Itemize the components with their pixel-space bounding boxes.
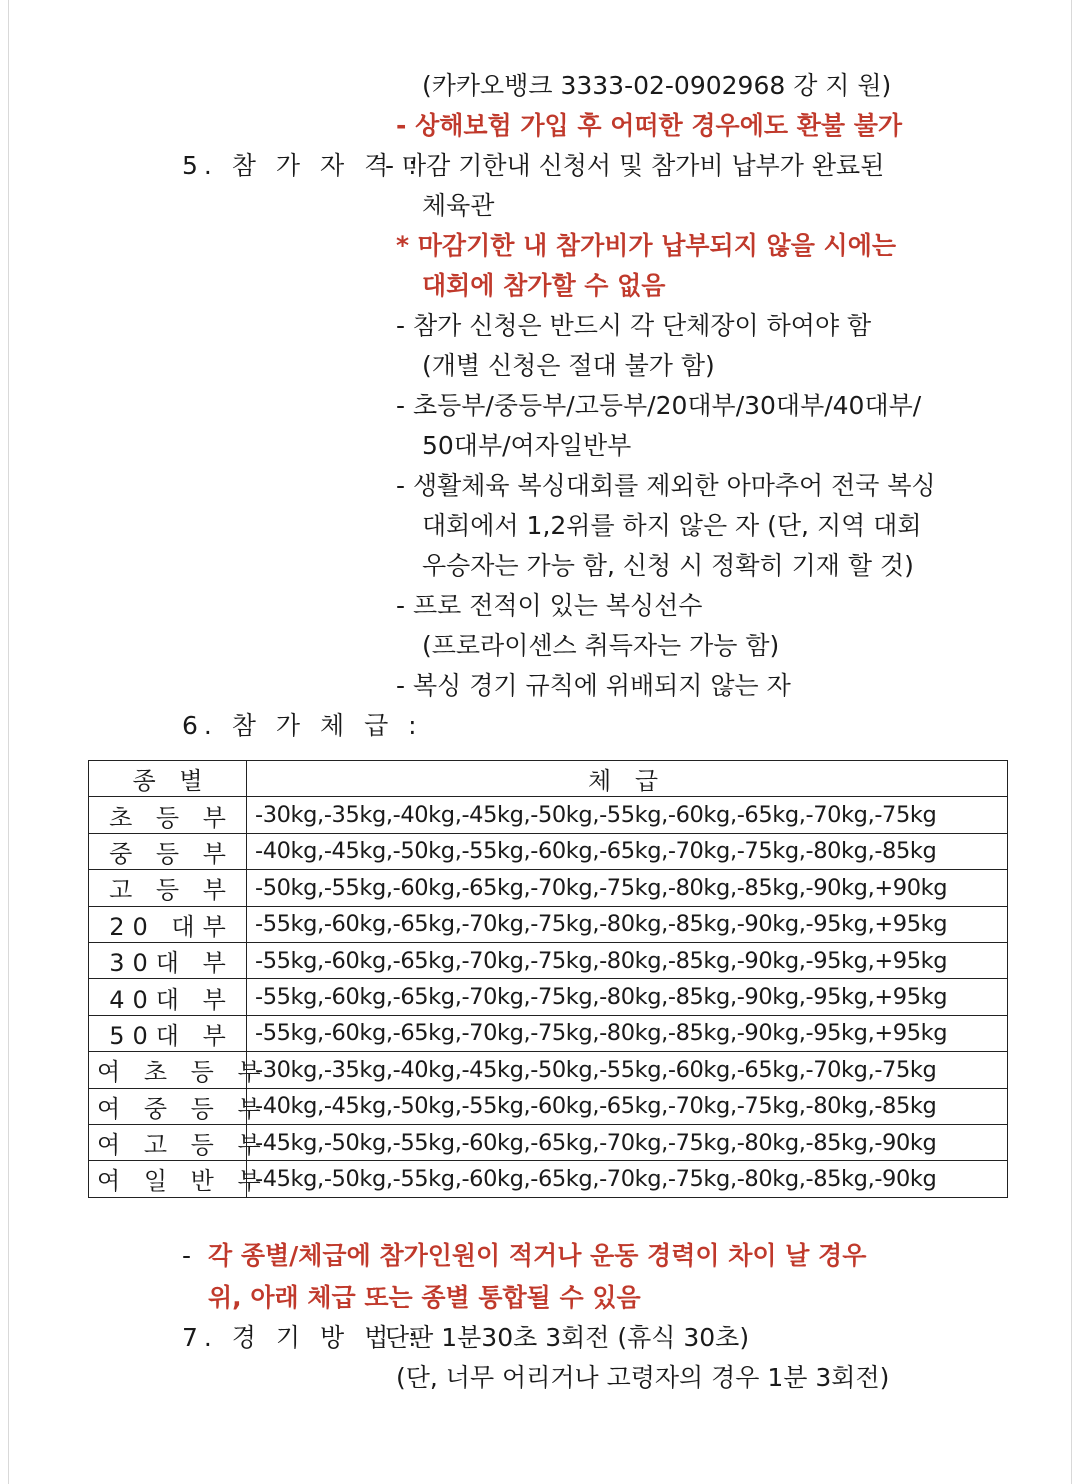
table-row bbox=[89, 942, 1008, 978]
header-weights: 체 급 bbox=[247, 761, 1008, 797]
section5-item6: - 복싱 경기 규칙에 위배되지 않는 자 bbox=[396, 671, 791, 700]
row-weights: -55kg,-60kg,-65kg,-70kg,-75kg,-80kg,-85kg,-90kg,-95kg,+95kg bbox=[247, 979, 1008, 1015]
section5-warning-line1: * 마감기한 내 참가비가 납부되지 않을 시에는 bbox=[396, 231, 896, 260]
page-right-edge bbox=[1071, 0, 1072, 1484]
section5-item2-line2: (개별 신청은 절대 불가 함) bbox=[422, 351, 715, 380]
section5-item1-line1: - 마감 기한내 신청서 및 참가비 납부가 완료된 bbox=[385, 151, 885, 180]
row-category: 30대 부 bbox=[89, 942, 247, 978]
row-weights: -45kg,-50kg,-55kg,-60kg,-65kg,-70kg,-75kg,-80kg,-85kg,-90kg bbox=[247, 1161, 1008, 1197]
row-weights: -50kg,-55kg,-60kg,-65kg,-70kg,-75kg,-80kg,-85kg,-90kg,+90kg bbox=[247, 870, 1008, 906]
row-weights: -55kg,-60kg,-65kg,-70kg,-75kg,-80kg,-85kg,-90kg,-95kg,+95kg bbox=[247, 1015, 1008, 1051]
table-row bbox=[89, 870, 1008, 906]
row-category: 여 중 등 부 bbox=[89, 1088, 247, 1124]
row-category: 40대 부 bbox=[89, 979, 247, 1015]
row-weights: -40kg,-45kg,-50kg,-55kg,-60kg,-65kg,-70kg,-75kg,-80kg,-85kg bbox=[247, 833, 1008, 869]
row-category: 여 일 반 부 bbox=[89, 1161, 247, 1197]
table-row bbox=[89, 1015, 1008, 1051]
section5-warning-line2: 대회에 참가할 수 없음 bbox=[422, 271, 666, 300]
row-weights: -55kg,-60kg,-65kg,-70kg,-75kg,-80kg,-85kg,-90kg,-95kg,+95kg bbox=[247, 942, 1008, 978]
row-weights: -40kg,-45kg,-50kg,-55kg,-60kg,-65kg,-70kg,-75kg,-80kg,-85kg bbox=[247, 1088, 1008, 1124]
table-row bbox=[89, 797, 1008, 833]
row-weights: -45kg,-50kg,-55kg,-60kg,-65kg,-70kg,-75kg,-80kg,-85kg,-90kg bbox=[247, 1124, 1008, 1160]
table-row bbox=[89, 1124, 1008, 1160]
table-row bbox=[89, 1088, 1008, 1124]
merge-note-dash: - bbox=[182, 1241, 192, 1270]
section5-item1-line2: 체육관 bbox=[422, 191, 495, 220]
row-category: 초 등 부 bbox=[89, 797, 247, 833]
section5-item5-line1: - 프로 전적이 있는 복싱선수 bbox=[396, 591, 703, 620]
page-left-edge bbox=[8, 0, 9, 1484]
merge-note-line2: 위, 아래 체급 또는 종별 통합될 수 있음 bbox=[208, 1283, 641, 1312]
section5-item3-line2: 50대부/여자일반부 bbox=[422, 431, 632, 460]
section5-item2-line1: - 참가 신청은 반드시 각 단체장이 하여야 함 bbox=[396, 311, 872, 340]
merge-note-line1: 각 종별/체급에 참가인원이 적거나 운동 경력이 차이 날 경우 bbox=[208, 1241, 867, 1270]
refund-note: - 상해보험 가입 후 어떠한 경우에도 환불 불가 bbox=[396, 111, 903, 140]
section6-label: 6. 참 가 체 급 : bbox=[182, 711, 423, 740]
table-row bbox=[89, 1052, 1008, 1088]
table-header-row bbox=[89, 761, 1008, 797]
table-row bbox=[89, 833, 1008, 869]
row-weights: -30kg,-35kg,-40kg,-45kg,-50kg,-55kg,-60kg,-65kg,-70kg,-75kg bbox=[247, 1052, 1008, 1088]
table-row bbox=[89, 1161, 1008, 1197]
table-row bbox=[89, 979, 1008, 1015]
section5-item4-line2: 대회에서 1,2위를 하지 않은 자 (단, 지역 대회 bbox=[422, 511, 922, 540]
section5-item4-line1: - 생활체육 복싱대회를 제외한 아마추어 전국 복싱 bbox=[396, 471, 936, 500]
section7-text-line2: (단, 너무 어리거나 고령자의 경우 1분 3회전) bbox=[396, 1363, 890, 1392]
bank-account-line: (카카오뱅크 3333-02-0902968 강 지 원) bbox=[422, 71, 892, 100]
row-category: 50대 부 bbox=[89, 1015, 247, 1051]
row-category: 중 등 부 bbox=[89, 833, 247, 869]
section5-item5-line2: (프로라이센스 취득자는 가능 함) bbox=[422, 631, 780, 660]
section7-label: 7. 경 기 방 법 : bbox=[182, 1323, 423, 1352]
table-row bbox=[89, 906, 1008, 942]
row-category: 20 대부 bbox=[89, 906, 247, 942]
row-category: 고 등 부 bbox=[89, 870, 247, 906]
row-weights: -55kg,-60kg,-65kg,-70kg,-75kg,-80kg,-85kg,-90kg,-95kg,+95kg bbox=[247, 906, 1008, 942]
section5-item4-line3: 우승자는 가능 함, 신청 시 정확히 기재 할 것) bbox=[422, 551, 914, 580]
header-category: 종 별 bbox=[89, 761, 247, 797]
row-weights: -30kg,-35kg,-40kg,-45kg,-50kg,-55kg,-60kg,-65kg,-70kg,-75kg bbox=[247, 797, 1008, 833]
section5-label: 5. 참 가 자 격 : bbox=[182, 151, 423, 180]
row-category: 여 고 등 부 bbox=[89, 1124, 247, 1160]
section5-item3-line1: - 초등부/중등부/고등부/20대부/30대부/40대부/ bbox=[396, 391, 922, 420]
weight-class-table bbox=[88, 760, 1008, 1198]
row-category: 여 초 등 부 bbox=[89, 1052, 247, 1088]
section7-text-line1: 단판 1분30초 3회전 (휴식 30초) bbox=[385, 1323, 750, 1352]
